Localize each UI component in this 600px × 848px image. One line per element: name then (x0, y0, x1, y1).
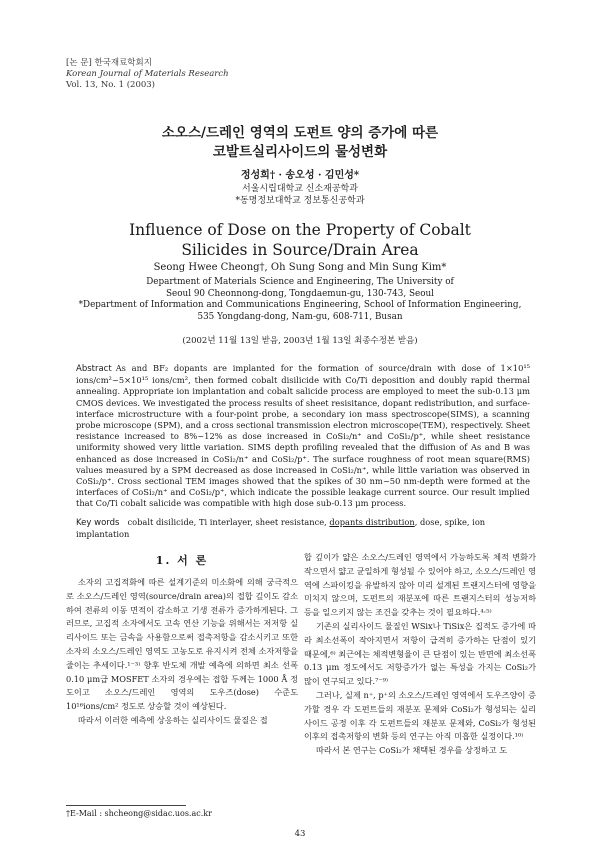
title-english (0, 220, 600, 260)
received-date: (2002년 11월 13일 받음, 2003년 1월 13일 최종수정본 받음) (182, 336, 418, 346)
affiliation-english-line4: 535 Yongdang-dong, Nam-gu, 608-711, Busan (197, 311, 403, 322)
authors-english: Seong Hwee Cheong†, Oh Sung Song and Min Sung Kim* (153, 262, 447, 273)
keywords-underlined: dopants distribution (329, 517, 415, 527)
section-heading: 1. 서 론 (155, 554, 209, 567)
keywords (76, 517, 536, 540)
journal-line: [논 문] 한국재료학회지 (66, 58, 152, 68)
keywords-label: Key words (76, 518, 120, 528)
journal-name: Korean Journal of Materials Research (66, 69, 229, 79)
paragraph: 소자의 고집적화에 따른 설계기준의 미소화에 의해 궁극적으로 소오스/드레인 영역(source/drain area)의 접합 깊이도 감소하여 전류의 이동 면적이 감소하고 기생 전류가 증가하게된다. 그러므로, 고집적 소자에서도 고속 연산 기능을 위해서는 저저항 실리사이드 또는 금속을 사용함으로써 접촉저항을 감소시키고 또한 소자의 소오스/드레인 영역도 고농도로 유지시켜 전체 소자저항을 줄이는 추세이다.¹⁻³⁾ 향후 반도체 개발 예측에 의하면 최소 선폭 0.10 μm급 MOSFET 소자의 경우에는 접합 두께는 1000 Å 정도이고 소오스/드레인 영역의 도우즈(dose) 수준도 10¹⁶ions/cm² 정도로 상승할 것이 예상된다. (66, 577, 298, 712)
title-korean-line2: 코발트실리사이드의 물성변화 (212, 144, 388, 160)
affiliation-english-line1: Department of Materials Science and Engineering, The University of (146, 277, 454, 287)
journal-header (66, 58, 229, 91)
title-korean (0, 124, 600, 162)
affiliation-english (0, 277, 600, 323)
affiliation-english-line3: *Department of Information and Communications Engineering, School of Information Engineering, (78, 300, 522, 310)
title-english-line1: Influence of Dose on the Property of Cobalt (129, 221, 471, 239)
abstract-label: Abstract (76, 364, 112, 374)
paragraph-continued: 합 깊이가 얇은 소오스/드레인 영역에서 가능하도록 체적 변화가 작으면서 얇고 균일하게 형성될 수 있어야 하고, 소오스/드레인 영역에 스파이킹을 유발하지 않아 미리 설계된 트랜지스터에 영향을 미치지 않으며, 도펀트의 재분포에 따른 트랜지스터의 성능저하 등을 일으키지 않는 조건을 갖추는 것이 필요하다.⁴·⁵⁾ (304, 552, 536, 618)
affiliation-korean-line1: 서울시립대학교 신소재공학과 (242, 184, 358, 194)
keywords-text-after: , dose, spike, ion implantation (76, 517, 486, 539)
paragraph: 기존의 실리사이드 물질인 WSix나 TiSix은 집적도 증가에 따라 최소선폭이 작아지면서 저항이 급격히 증가하는 단점이 있기 때문에,⁶⁾ 최근에는 체적변형율이 큰 단점이 있는 반면에 최소선폭 0.13 μm 정도에서도 저항증가가 없는 특성을 가지는 CoSi₂가 많이 연구되고 있다.⁷⁻⁹⁾ (304, 620, 536, 687)
title-korean-line1: 소오스/드레인 영역의 도펀트 양의 증가에 따른 (161, 125, 439, 141)
paragraph: 따라서 본 연구는 CoSi₂가 채택된 경우를 상정하고 도 (316, 745, 508, 756)
authors-korean: 정성희† · 송오성 · 김민성* (240, 170, 360, 181)
left-column (66, 576, 298, 728)
right-column (304, 551, 536, 758)
page-number: 43 (294, 829, 306, 839)
affiliation-korean-line2: *동명정보대학교 정보통신공학과 (235, 196, 365, 206)
footnote-email: †E-Mail : shcheong@sidac.uos.ac.kr (66, 809, 212, 818)
abstract (76, 363, 530, 510)
keywords-text-before: cobalt disilicide, Ti interlayer, sheet resistance, (127, 517, 330, 527)
abstract-text: As and BF₂ dopants are implanted for the formation of source/drain with dose of 1×10¹⁵ ions/cm²~5×10¹⁵ ions/cm², then formed cobalt disilicide with Co/Ti deposition and doubly rapid thermal annealing. Appropriate ion implantation and cobalt salicide process are employed to meet the sub-0.13 μm CMOS devices. We investigated the process results of sheet resisitance, dopant redistribution, and surface-interface microstructure with a four-point probe, a secondary ion mass spectroscope(SIMS), a scanning probe microscope (SPM), and a cross sectional transmission electron microscope(TEM), respectively. Sheet resistance increased to 8%~12% as dose increased in CoSi₂/n⁺ and CoSi₂/p⁺, while sheet resistance uniformity showed very little variation. SIMS depth profiling revealed that the diffusion of As and B was enhanced as dose increased in CoSi₂/n⁺ and CoSi₂/p⁺. The surface roughness of root mean square(RMS) values measured by a SPM decreased as dose increased in CoSi₂/n⁺, while little variation was observed in CoSi₂/p⁺. Cross sectional TEM images showed that the spikes of 30 nm~50 nm-depth were formed at the interfaces of CoSi₂/n⁺ and CoSi₂/p⁺, which indicate the possible leakage current source. Our result implied that Co/Ti cobalt salicide was compatible with high dose sub-0.13 μm process. (76, 363, 530, 509)
paragraph: 그러나, 실제 n⁺, p⁺의 소오스/드레인 영역에서 도우즈양이 증가할 경우 각 도펀트들의 재분포 문제와 CoSi₂가 형성되는 실리사이드 공정 이후 각 도펀트들의 재분포 문제와, CoSi₂가 형성된 이후의 접촉저항의 변화 등의 연구는 아직 미흡한 실정이다.¹⁰⁾ (304, 689, 536, 742)
journal-volume: Vol. 13, No. 1 (2003) (66, 80, 156, 90)
affiliation-english-line2: Seoul 90 Cheonnong-dong, Tongdaemun-gu, 130-743, Seoul (166, 288, 434, 299)
title-english-line2: Silicides in Source/Drain Area (181, 241, 419, 259)
footnote-divider (66, 805, 186, 806)
paragraph: 따라서 이러한 예측에 상응하는 실리사이드 물질은 접 (78, 714, 268, 725)
affiliation-korean (0, 183, 600, 207)
